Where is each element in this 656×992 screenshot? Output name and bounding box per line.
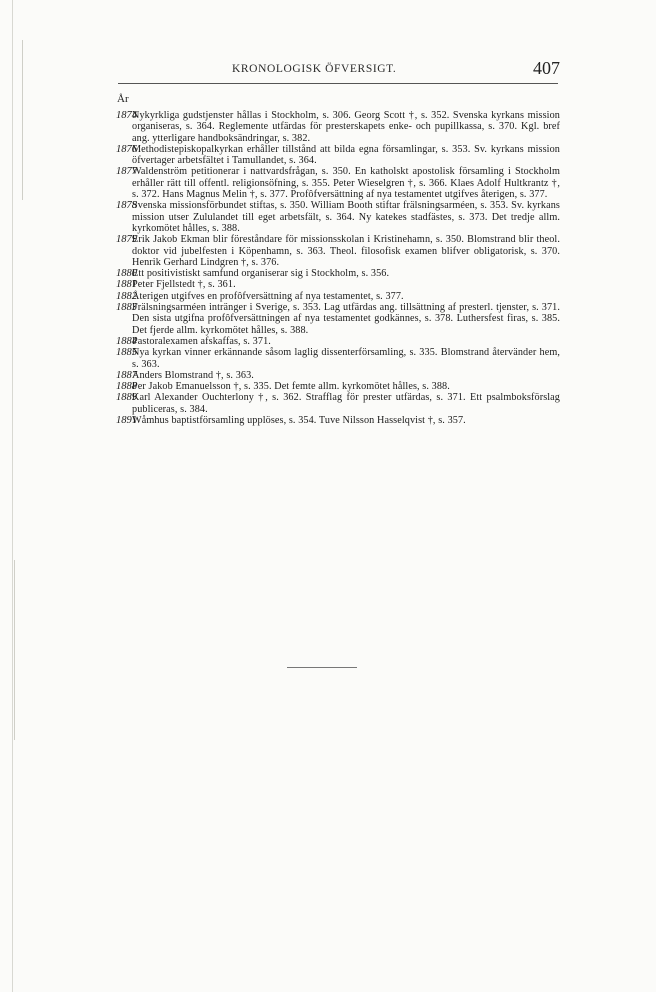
entry-year: 1880 <box>116 268 137 280</box>
running-header-title: KRONOLOGISK ÖFVERSIGT. <box>232 63 397 75</box>
entry-year: 1876 <box>116 143 137 155</box>
scan-artifact <box>14 560 15 740</box>
entry-text: Erik Jakob Ekman blir föreståndare för missionsskolan i Kristinehamn, s. 350. Blomstrand blir theol. doktor vid jubelfesten i Köpenhamn, s. 363. Theol. filosofisk examen blifver obligatorisk, s. 370. Henrik Gerhard Lindgren †, s. 376. <box>132 234 560 268</box>
entry-text: Methodistepiskopalkyrkan erhåller tillstånd att bilda egna församlingar, s. 353. Sv. kyrkans mission öfvertager arbetsfältet i Tamullandet, s. 364. <box>132 143 560 167</box>
entry-year: 1879 <box>116 234 137 246</box>
chronology-entry <box>116 381 560 392</box>
entry-text: Ett positivistiskt samfund organiserar sig i Stockholm, s. 356. <box>132 268 390 280</box>
entry-text: Karl Alexander Ouchterlony †, s. 362. Strafflag för prester utfärdas, s. 371. Ett psalmboksförslag publiceras, s. 384. <box>132 392 560 415</box>
entry-year: 1883 <box>116 302 137 314</box>
entry-year: 1874 <box>116 110 137 121</box>
entry-year: 1877 <box>116 166 137 178</box>
scan-artifact <box>22 40 23 200</box>
entry-text: Peter Fjellstedt †, s. 361. <box>132 279 236 291</box>
year-column-label: År <box>117 93 129 105</box>
entry-year: 1887 <box>116 369 137 381</box>
entry-year: 1888 <box>116 381 137 393</box>
entry-year: 1881 <box>116 279 137 291</box>
header-rule <box>118 83 558 84</box>
entry-year: 1884 <box>116 335 137 347</box>
entry-text: Pastoralexamen afskaffas, s. 371. <box>132 335 271 347</box>
chronology-entry <box>116 110 560 144</box>
entry-year: 1891 <box>116 415 137 427</box>
chronology-entry <box>116 392 560 415</box>
chronology-entry <box>116 268 560 279</box>
entry-text: Frälsningsarméen intränger i Sverige, s. 353. Lag utfärdas ang. tillsättning af presterl. tjenster, s. 371. Den sista utgifna profôfversättningen af nya testamentet godkännes, s. 378. Luthersfest firas, s. 385. Det fjerde allm. kyrkomötet hålles, s. 388. <box>132 302 560 336</box>
chronology-entry <box>116 336 560 347</box>
chronology-entry <box>116 166 560 200</box>
entry-year: 1878 <box>116 200 137 212</box>
chronology-entry <box>116 279 560 290</box>
entry-year: 1885 <box>116 347 137 359</box>
entry-text: Per Jakob Emanuelsson †, s. 335. Det femte allm. kyrkomötet hålles, s. 388. <box>132 381 450 393</box>
entry-text: Nykyrkliga gudstjenster hållas i Stockholm, s. 306. Georg Scott †, s. 352. Svenska kyrkans mission organiseras, s. 364. Reglemente utfärdas för presterskapets enke- och pupillkassa, s. 370. Kgl. bref ang. ytterligare handboksändringar, s. 382. <box>132 110 560 144</box>
end-rule <box>287 667 357 668</box>
entry-text: Wåmhus baptistförsamling upplöses, s. 354. Tuve Nilsson Hasselqvist †, s. 357. <box>132 415 466 427</box>
chronology-entry <box>116 200 560 234</box>
chronology-entry <box>116 302 560 336</box>
entry-text: Nya kyrkan vinner erkännande såsom laglig dissenterförsamling, s. 335. Blomstrand återvänder hem, s. 363. <box>132 347 560 370</box>
entry-text: Återigen utgifves en profôfversättning af nya testamentet, s. 377. <box>132 290 404 302</box>
entry-text: Waldenström petitionerar i nattvardsfrågan, s. 350. En katholskt apostolisk församling i Stockholm erhåller rätt till offentl. religionsöfning, s. 355. Peter Wieselgren †, s. 366. Klaes Adolf Hultkrantz †, s. 372. Hans Magnus Melin †, s. 377. Profôfversättning af nya testamentet utgifves återigen, s. 377. <box>132 166 560 201</box>
chronology-entry <box>116 370 560 381</box>
entry-year: 1889 <box>116 392 137 404</box>
entry-text: Anders Blomstrand †, s. 363. <box>132 369 254 381</box>
page-number: 407 <box>533 58 560 78</box>
entry-year: 1882 <box>116 290 137 302</box>
chronology-entry <box>116 234 560 268</box>
chronology-entry <box>116 291 560 302</box>
entry-text: Svenska missionsförbundet stiftas, s. 350. William Booth stiftar frälsningsarméen, s. 353. Sv. kyrkans mission utser Zululandet till eget arbetsfält, s. 364. Ny katekes stadfästes, s. 373. Det tredje allm. kyrkomötet hålles, s. 388. <box>132 200 560 234</box>
chronology-entry <box>116 415 560 426</box>
chronology-entry <box>116 144 560 167</box>
chronology-entry <box>116 347 560 370</box>
chronology-list <box>116 110 560 426</box>
page-edge-shadow <box>12 0 13 992</box>
